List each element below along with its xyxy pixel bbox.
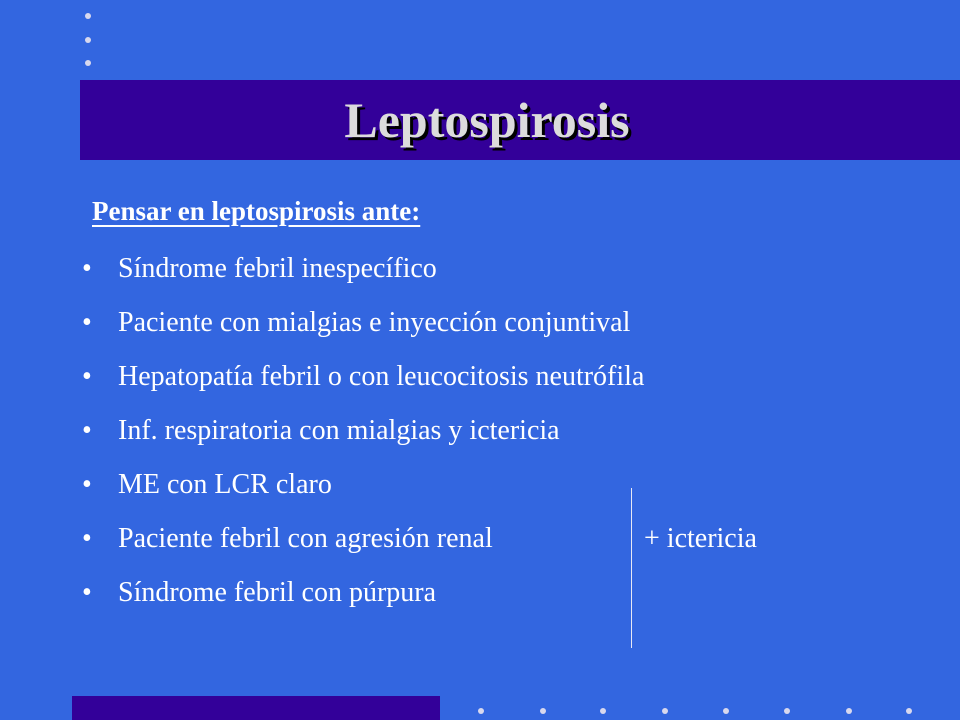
footer-bar [72, 696, 440, 720]
bullet-mark: • [82, 523, 92, 554]
bullet-mark: • [82, 307, 92, 338]
bullet-list [82, 242, 644, 620]
bullet-item [82, 296, 644, 350]
bullet-text: Paciente con mialgias e inyección conjuntival [118, 307, 631, 338]
decor-dot-bottom-1 [478, 708, 484, 714]
bullet-item [82, 350, 644, 404]
decor-dot-bottom-6 [784, 708, 790, 714]
decor-dot-bottom-7 [846, 708, 852, 714]
bullet-text: Paciente febril con agresión renal [118, 523, 493, 554]
decor-dot-bottom-5 [723, 708, 729, 714]
bullet-mark: • [82, 253, 92, 284]
decor-dot-bottom-3 [600, 708, 606, 714]
decor-dot-top-1 [85, 13, 91, 19]
slide-title: Leptospirosis [344, 92, 630, 148]
bracket-note: + ictericia [644, 523, 757, 554]
bullet-text: Síndrome febril con púrpura [118, 577, 437, 608]
bullet-item [82, 512, 644, 566]
bullet-item [82, 404, 644, 458]
decor-dot-bottom-8 [906, 708, 912, 714]
decor-dot-bottom-4 [662, 708, 668, 714]
bullet-mark: • [82, 469, 92, 500]
bullet-item [82, 566, 644, 620]
bullet-item [82, 458, 644, 512]
bullet-text: Inf. respiratoria con mialgias y ictericia [118, 415, 560, 446]
decor-dot-bottom-2 [540, 708, 546, 714]
bullet-mark: • [82, 577, 92, 608]
bullet-mark: • [82, 415, 92, 446]
bullet-text: Hepatopatía febril o con leucocitosis neutrófila [118, 361, 645, 392]
bullet-item [82, 242, 644, 296]
bullet-text: Síndrome febril inespecífico [118, 253, 437, 284]
bullet-text: ME con LCR claro [118, 469, 332, 500]
decor-dot-top-3 [85, 60, 91, 66]
bracket-line [631, 488, 632, 648]
decor-dot-top-2 [85, 37, 91, 43]
slide-subtitle: Pensar en leptospirosis ante: [92, 196, 421, 226]
bullet-mark: • [82, 361, 92, 392]
